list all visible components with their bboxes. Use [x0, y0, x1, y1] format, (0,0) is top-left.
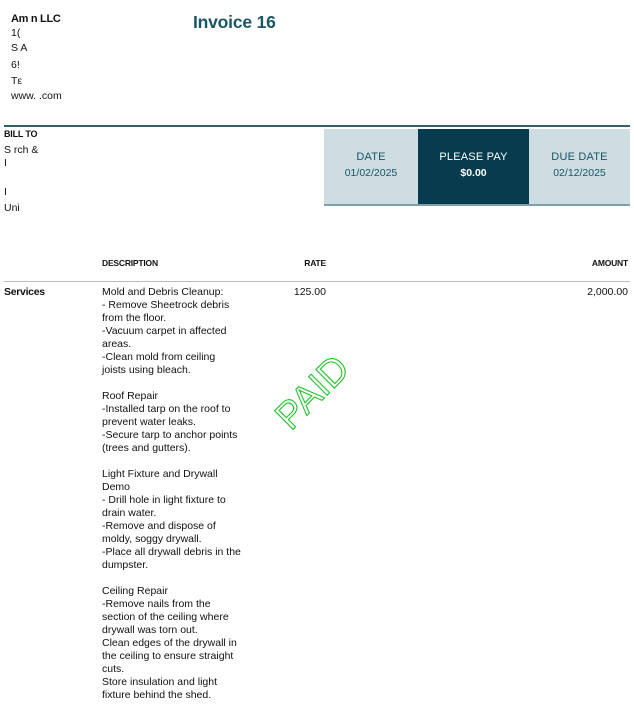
company-phone: Tε — [11, 75, 23, 87]
bill-to-line5: Uni — [4, 202, 20, 214]
company-website: www. .com — [11, 90, 62, 102]
paid-stamp — [255, 335, 368, 448]
bill-to-line1: S rch & — [4, 144, 39, 156]
table-header-divider — [4, 281, 630, 282]
company-address-line2: S A — [11, 42, 28, 54]
date-value: 01/02/2025 — [344, 167, 398, 179]
please-pay-label: PLEASE PAY — [439, 151, 508, 163]
row-amount: 2,000.00 — [587, 286, 628, 298]
row-category: Services — [4, 286, 45, 298]
date-label: DATE — [356, 151, 386, 163]
row-rate: 125.00 — [293, 286, 326, 298]
due-date-label: DUE DATE — [551, 151, 608, 163]
company-address-line3: 6! — [11, 59, 20, 71]
company-address-line1: 1( — [11, 27, 21, 39]
paid-stamp-text: PAID — [267, 347, 358, 438]
please-pay-box — [418, 129, 529, 205]
company-name: Am n LLC — [11, 13, 61, 25]
column-header-amount: AMOUNT — [591, 258, 628, 268]
row-description: Mold and Debris Cleanup: - Remove Sheetrock debris from the floor. -Vacuum carpet in affected areas. -Clean mold from ceiling joists using bleach. Roof Repair -Installed tarp on the roof to prevent water leaks. -Secure tarp to anchor points (trees and gutters). Light Fixture and Drywall Demo - Drill hole in light fixture to drain water. -Remove and dispose of moldy, soggy drywall. -Place all drywall debris in the dumpster. Ceiling Repair -Remove nails from the section of the ceiling where drywall was torn out. Clean edges of the drywall in the ceiling to ensure straight cuts. Store insulation and light fixture behind the shed. — [102, 286, 241, 701]
date-box — [324, 129, 418, 205]
bill-to-label: BILL TO — [4, 129, 38, 139]
bill-to-line4: I — [4, 186, 7, 198]
invoice-title: Invoice 16 — [193, 12, 276, 32]
due-date-box — [529, 129, 630, 205]
please-pay-value: $0.00 — [460, 167, 487, 179]
header-divider — [4, 125, 630, 127]
column-header-description: DESCRIPTION — [102, 258, 158, 268]
due-date-value: 02/12/2025 — [553, 167, 606, 179]
column-header-rate: RATE — [304, 258, 326, 268]
bill-to-line2: I — [4, 157, 7, 169]
summary-bottom-rule — [324, 204, 630, 206]
